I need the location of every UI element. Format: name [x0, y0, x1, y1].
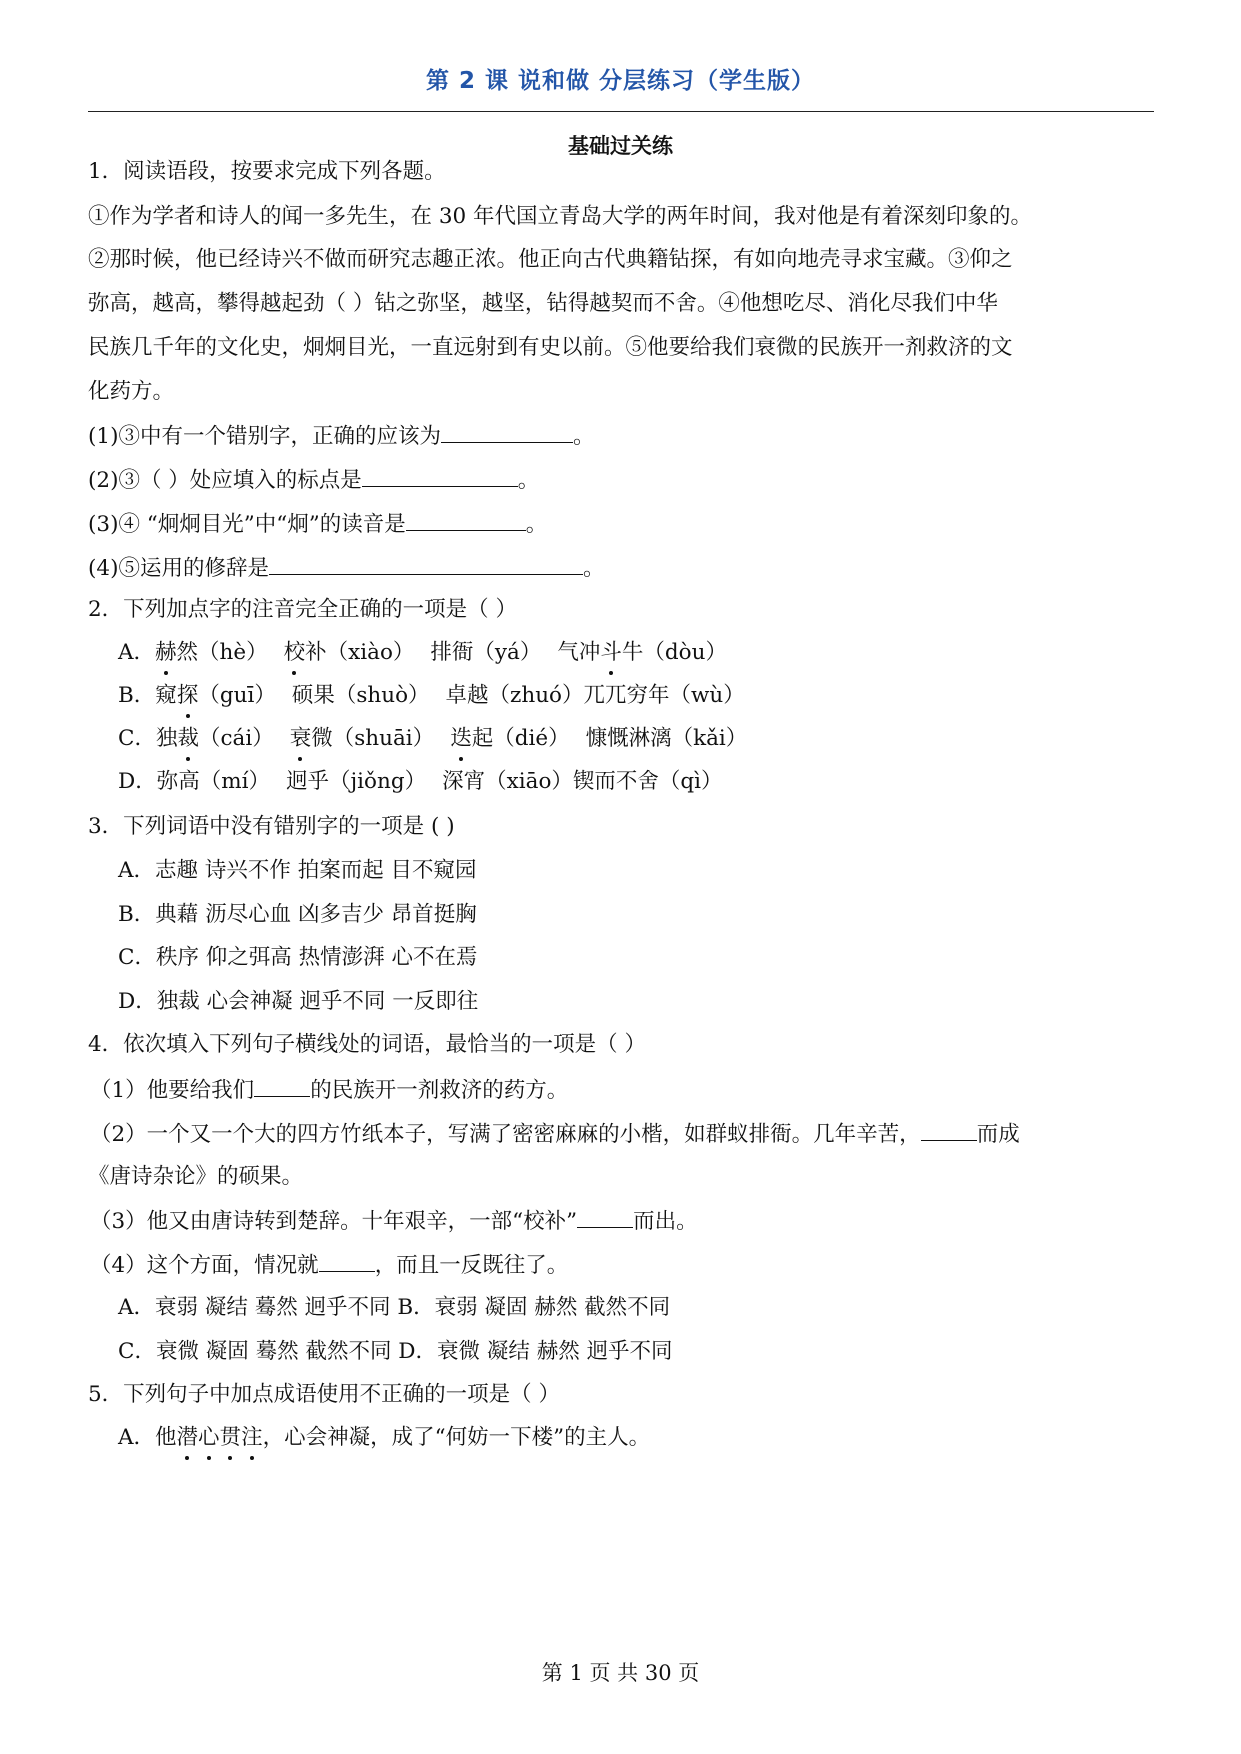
- dotted-char: 斗: [600, 638, 622, 668]
- option-text: 起（dié）: [471, 726, 570, 751]
- question-4-sentence-2: [90, 1118, 1020, 1148]
- option-text: 兀兀穷年（wù）: [583, 683, 745, 708]
- question-1-sub-1: [88, 420, 594, 450]
- option-label: D．: [118, 769, 157, 794]
- option-text: 迥乎（jiǒng）: [286, 769, 427, 794]
- option-a[interactable]: [118, 1423, 650, 1453]
- option-a[interactable]: [118, 638, 727, 668]
- answer-blank[interactable]: [319, 1249, 375, 1272]
- option-c[interactable]: [118, 724, 747, 754]
- option-d[interactable]: [118, 767, 723, 797]
- option-text: 慷慨淋漓（kǎi）: [585, 726, 748, 751]
- dotted-char: 注: [241, 1423, 263, 1453]
- option-text: 深宵（xiāo）锲而不舍（qì）: [442, 769, 723, 794]
- option-c[interactable]: C．秩序 仰之弭高 热情澎湃 心不在焉: [118, 945, 478, 970]
- sub-question-text: (3)④ “炯炯目光”中“炯”的读音是: [88, 512, 406, 537]
- option-text: 弥高（mí）: [156, 769, 271, 794]
- question-1-sub-3: [88, 508, 547, 538]
- question-2-stem: 2．下列加点字的注音完全正确的一项是（ ）: [88, 597, 518, 622]
- dotted-char: 裁: [177, 724, 199, 754]
- sentence-text: （1）他要给我们: [90, 1078, 255, 1103]
- option-text: （guī）: [198, 683, 276, 708]
- question-4-stem: 4．依次填入下列句子横线处的词语，最恰当的一项是（ ）: [88, 1032, 647, 1057]
- question-5-stem: 5．下列句子中加点成语使用不正确的一项是（ ）: [88, 1382, 561, 1407]
- sentence-text: ，而且一反既往了。: [374, 1253, 569, 1278]
- sentence-text: 的民族开一剂救济的药方。: [310, 1078, 569, 1103]
- option-b[interactable]: [118, 681, 745, 711]
- option-text: 排衙（yá）: [430, 640, 542, 665]
- dotted-char: 潜: [177, 1423, 199, 1453]
- option-text: 补（xiào）: [305, 640, 415, 665]
- answer-blank[interactable]: [921, 1118, 977, 1141]
- sentence-text: （3）他又由唐诗转到楚辞。十年艰辛，一部“校补”: [90, 1209, 578, 1234]
- section-title: 基础过关练: [568, 134, 673, 158]
- question-4-sentence-3: [90, 1205, 698, 1235]
- sub-question-text: (1)③中有一个错别字，正确的应该为: [88, 424, 441, 449]
- option-text: （cái）: [198, 726, 274, 751]
- options-row-cd[interactable]: C．衰微 凝固 蓦然 截然不同 D．衰微 凝结 赫然 迥乎不同: [118, 1339, 673, 1364]
- document-title: 第 2 课 说和做 分层练习（学生版）: [425, 68, 816, 94]
- dotted-char: 赫: [155, 638, 177, 668]
- question-3-stem: 3．下列词语中没有错别字的一项是 ( ): [88, 814, 455, 839]
- question-1-sub-4: [88, 552, 604, 582]
- option-text: 硕果（shuò）: [291, 683, 430, 708]
- header-divider: [88, 111, 1154, 112]
- answer-blank[interactable]: [362, 464, 518, 487]
- question-1-stem: 1．阅读语段，按要求完成下列各题。: [88, 159, 446, 184]
- answer-blank[interactable]: [269, 552, 583, 575]
- question-4-sentence-1: [90, 1074, 568, 1104]
- page-footer: 第 1 页 共 30 页: [541, 1661, 700, 1685]
- punctuation: 。: [582, 556, 605, 581]
- dotted-char: 心: [198, 1423, 220, 1453]
- option-label: C．: [118, 726, 156, 751]
- passage-line: 化药方。: [88, 379, 175, 404]
- option-text: 窥: [155, 683, 177, 708]
- sentence-text: （2）一个又一个大的四方竹纸本子，写满了密密麻麻的小楷，如群蚁排衙。几年辛苦，: [90, 1122, 921, 1147]
- question-1-sub-2: [88, 464, 539, 494]
- sub-question-text: (4)⑤运用的修辞是: [88, 556, 269, 581]
- option-label: A．: [118, 640, 156, 665]
- option-text: A．他: [118, 1425, 177, 1450]
- answer-blank[interactable]: [441, 420, 573, 443]
- passage-line: 民族几千年的文化史，炯炯目光，一直远射到有史以前。⑤他要给我们衰微的民族开一剂救济的文: [88, 335, 1013, 360]
- option-text: 牛（dòu）: [621, 640, 727, 665]
- dotted-idiom: [177, 1425, 263, 1450]
- answer-blank[interactable]: [577, 1205, 633, 1228]
- option-d[interactable]: D．独裁 心会神凝 迥乎不同 一反即往: [118, 989, 479, 1014]
- passage-line: ①作为学者和诗人的闻一多先生，在 30 年代国立青岛大学的两年时间，我对他是有着深刻印象的。: [88, 204, 1033, 229]
- answer-blank[interactable]: [406, 508, 526, 531]
- option-text: 然（hè）: [176, 640, 268, 665]
- punctuation: 。: [517, 468, 540, 493]
- option-label: B．: [118, 683, 156, 708]
- sentence-text: 而出。: [633, 1209, 698, 1234]
- sentence-text: 而成: [976, 1122, 1020, 1147]
- sub-question-text: (2)③（ ）处应填入的标点是: [88, 468, 362, 493]
- option-text: 卓越（zhuó）: [445, 683, 584, 708]
- option-text: ，心会神凝，成了“何妨一下楼”的主人。: [262, 1425, 651, 1450]
- answer-blank[interactable]: [254, 1074, 310, 1097]
- option-text: 独: [155, 726, 178, 751]
- dotted-char: 衰: [290, 724, 312, 754]
- options-row-ab[interactable]: A．衰弱 凝结 蓦然 迥乎不同 B．衰弱 凝固 赫然 截然不同: [118, 1295, 671, 1320]
- dotted-char: 迭: [450, 724, 472, 754]
- punctuation: 。: [525, 512, 548, 537]
- question-4-sentence-2-cont: 《唐诗杂论》的硕果。: [88, 1164, 304, 1189]
- dotted-char: 贯: [220, 1423, 242, 1453]
- sentence-text: （4）这个方面，情况就: [90, 1253, 319, 1278]
- punctuation: 。: [572, 424, 595, 449]
- passage-line: ②那时候，他已经诗兴不做而研究志趣正浓。他正向古代典籍钻探，有如向地壳寻求宝藏。③仰之: [88, 247, 1013, 272]
- option-text: 气冲: [557, 640, 601, 665]
- option-a[interactable]: A．志趣 诗兴不作 拍案而起 目不窥园: [118, 858, 477, 883]
- passage-line: 弥高，越高，攀得越起劲（ ）钻之弥坚，越坚，钻得越契而不舍。④他想吃尽、消化尽我们中华: [88, 291, 998, 316]
- dotted-char: 校: [284, 638, 306, 668]
- dotted-char: 探: [177, 681, 199, 711]
- option-text: 微（shuāi）: [311, 726, 435, 751]
- question-4-sentence-4: [90, 1249, 568, 1279]
- option-b[interactable]: B．典藉 沥尽心血 凶多吉少 昂首挺胸: [118, 902, 477, 927]
